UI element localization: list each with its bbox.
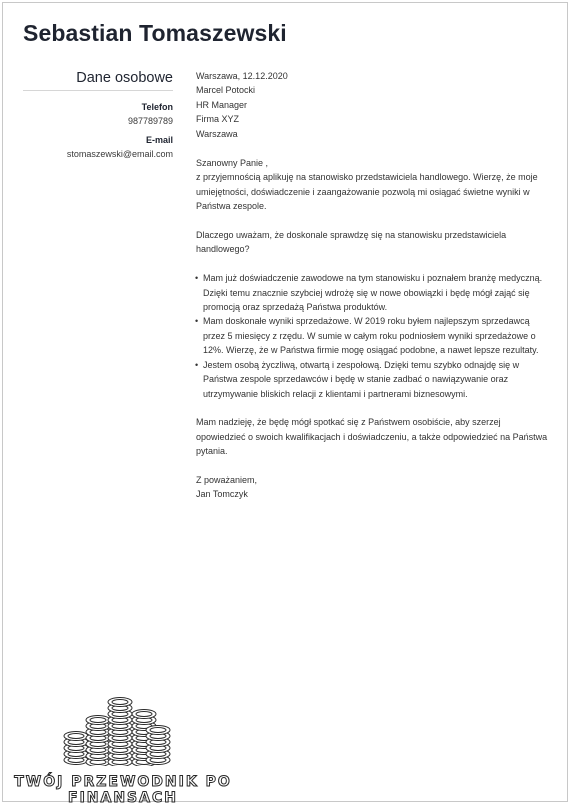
coin-stacks-icon: [58, 688, 173, 766]
intro-paragraph: z przyjemnością aplikuję na stanowisko przedstawiciela handlowego. Wierzę, że moje umiejętności, doświadczenie i zaangażowanie pozwolą mi osiągać świetne wyniki w Państwa zespole.: [196, 172, 538, 212]
candidate-name: Sebastian Tomaszewski: [23, 20, 287, 46]
email-label: E-mail: [145, 135, 173, 145]
signature: Jan Tomczyk: [196, 489, 248, 500]
question-paragraph: Dlaczego uważam, że doskonale sprawdzę się na stanowisku przedstawiciela handlowego?: [196, 230, 507, 255]
recipient-name: Marcel Potocki: [196, 85, 256, 96]
letter-body: [196, 69, 552, 502]
closing: Z poważaniem,: [196, 474, 258, 485]
place-date: Warszawa, 12.12.2020: [196, 71, 288, 81]
salutation: Szanowny Panie ,: [196, 158, 269, 169]
recipient-city: Warszawa: [196, 128, 238, 139]
sidebar-title: Dane osobowe: [23, 70, 173, 91]
closing-paragraph: Mam nadzieję, że będę mógł spotkać się z Państwem osobiście, aby szerzej opowiedzieć o swoich kwalifikacjach i doświadczeniu, a także odpowiedzieć na Państwa pytania.: [196, 417, 548, 457]
phone-label: Telefon: [141, 102, 173, 112]
list-item: • Mam już doświadczenie zawodowe na tym stanowisku i poznałem branżę medyczną. Dzięki temu znacznie szybciej wdrożę się w nowe obowiązki i będę mógł zająć się promocją oraz sprzedażą Państwa produktów.: [196, 271, 552, 314]
recipient-company: Firma XYZ: [196, 114, 240, 125]
watermark: [0, 688, 245, 806]
qualifications-list: [196, 271, 552, 401]
email-value: stomaszewski@email.com: [66, 149, 173, 159]
list-item: • Mam doskonałe wyniki sprzedażowe. W 2019 roku byłem najlepszym sprzedawcą przez 5 miesięcy z rzędu. W sumie w całym roku podniosłem wyniki sprzedażowe o 12%. Wierzę, że w Państwa firmie mogę osiągać podobne, a nawet lepsze rezultaty.: [196, 314, 552, 357]
personal-data-sidebar: [23, 70, 173, 166]
list-item: • Jestem osobą życzliwą, otwartą i zespołową. Dzięki temu szybko odnajdę się w Państwa zespole sprzedawców i będę w stanie zadbać o nawiązywanie oraz utrzymywanie bliskich relacji z klientami i partnerami biznesowymi.: [196, 358, 552, 401]
phone-value: 987789789: [127, 116, 173, 126]
recipient-block: [196, 83, 552, 141]
watermark-line-2: FINANSACH: [68, 790, 178, 806]
watermark-line-1: TWÓJ PRZEWODNIK PO: [14, 774, 232, 790]
recipient-position: HR Manager: [196, 99, 248, 110]
